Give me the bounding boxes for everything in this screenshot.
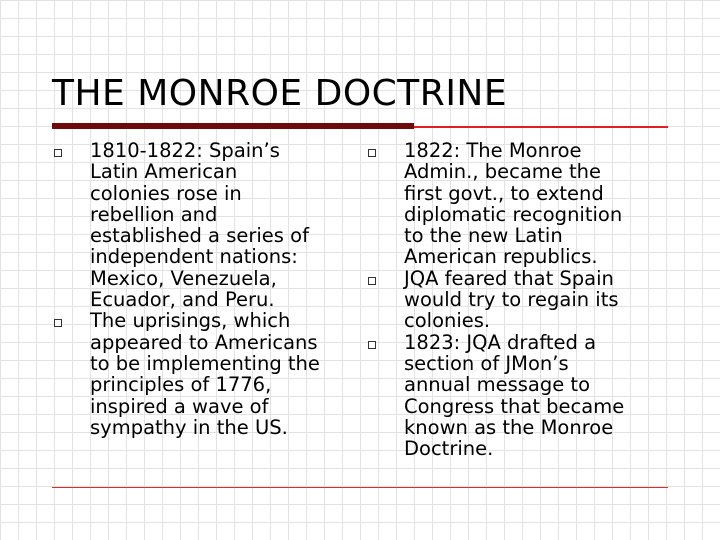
bullet-text: 1810-1822: Spain’s Latin American colonies rose in rebellion and established a series of independent nations: Mexico, Venezuela, Ecuador, and Peru. (90, 139, 309, 312)
title-underline-dark (52, 123, 414, 129)
right-column (366, 140, 670, 459)
square-bullet-icon (54, 319, 62, 327)
bullet-text: 1822: The Monroe Admin., became the first govt., to extend diplomatic recognition to the new Latin American republics. (404, 139, 623, 269)
footer-divider (52, 487, 668, 488)
slide-title: THE MONROE DOCTRINE (52, 73, 508, 114)
bullet-item (52, 310, 352, 438)
bullet-text: JQA feared that Spain would try to regain its colonies. (404, 266, 619, 333)
square-bullet-icon (368, 341, 376, 349)
bullet-item (366, 140, 670, 268)
bullet-item (52, 140, 352, 310)
bullet-item (366, 332, 670, 460)
bullet-text: The uprisings, which appeared to Americans to be implementing the principles of 1776, inspired a wave of sympathy in the US. (90, 309, 320, 439)
square-bullet-icon (368, 149, 376, 157)
square-bullet-icon (368, 277, 376, 285)
square-bullet-icon (54, 149, 62, 157)
bullet-item (366, 268, 670, 332)
left-column (52, 140, 352, 438)
bullet-text: 1823: JQA drafted a section of JMon’s annual message to Congress that became known as the Monroe Doctrine. (404, 330, 625, 461)
title-underline-red (414, 126, 668, 128)
